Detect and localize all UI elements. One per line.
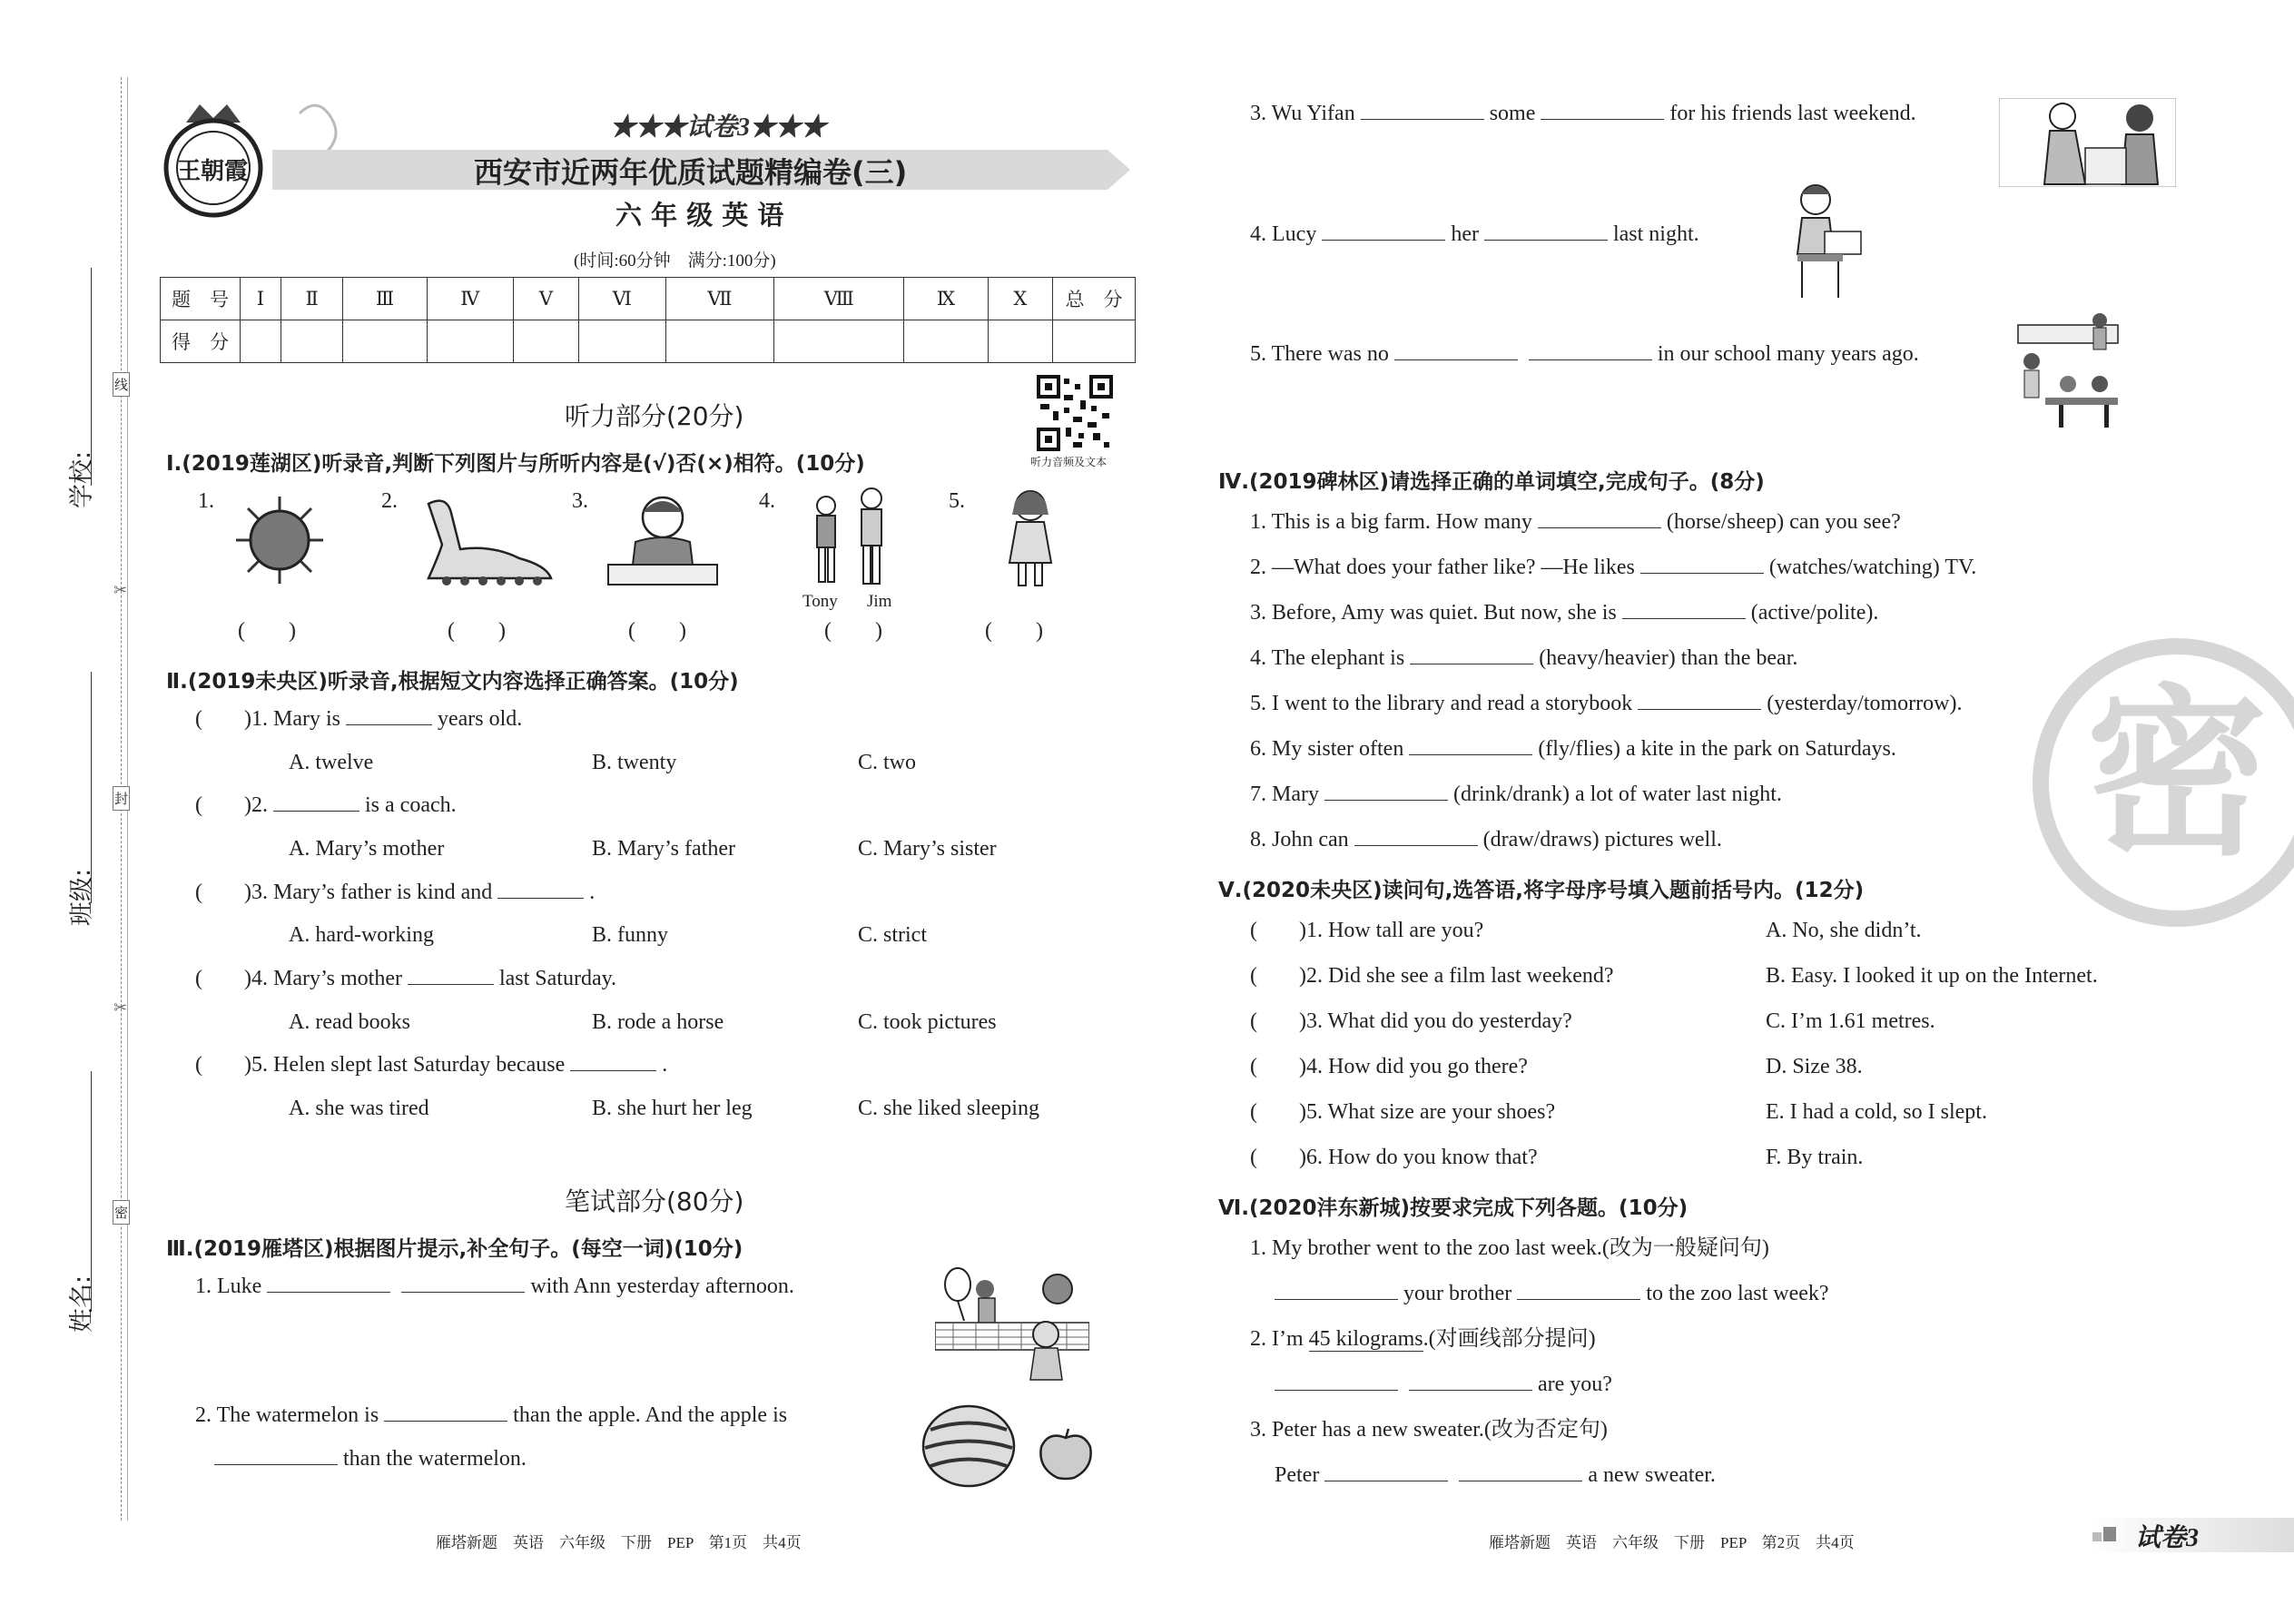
svg-text:密: 密 (2085, 669, 2269, 881)
answer-blank[interactable] (1517, 1283, 1640, 1300)
question-text: )1. How tall are you? (1299, 919, 1484, 942)
question-text: )4. How did you go there? (1299, 1055, 1528, 1078)
question-text: .(对画线部分提问) (1423, 1327, 1596, 1351)
answer-blank[interactable] (1529, 343, 1652, 360)
question-row (1250, 647, 1797, 669)
mark-seal: 封 (113, 786, 130, 811)
scissor-icon: ✂ (113, 581, 128, 600)
section-6-title: Ⅵ.(2020沣东新城)按要求完成下列各题。(10分) (1218, 1196, 1689, 1220)
picture-number: 3. (572, 489, 588, 513)
score-cell[interactable] (427, 320, 513, 363)
question-row (1250, 693, 1962, 714)
question-text: )5. Helen slept last Saturday because (244, 1053, 566, 1077)
question-text: 8. John can (1250, 828, 1349, 851)
question-text: 3. Wu Yifan (1250, 102, 1355, 125)
question-text: (heavy/heavier) than the bear. (1539, 646, 1798, 670)
footer-squares-icon (2092, 1525, 2120, 1543)
option-c[interactable]: C. strict (858, 923, 927, 947)
option-b[interactable]: B. funny (592, 923, 668, 947)
match-row: ( )1. How tall are you? (1250, 919, 1484, 942)
answer-blank[interactable] (1275, 1283, 1398, 1300)
question-row (1275, 1283, 1829, 1304)
match-row: ( )6. How do you know that? (1250, 1146, 1538, 1169)
question-row (214, 1448, 527, 1470)
question-row (1250, 103, 1916, 124)
option-a[interactable]: A. read books (289, 1010, 410, 1034)
answer-bracket[interactable]: ( ) (985, 619, 1043, 643)
question-text: a new sweater. (1588, 1463, 1716, 1487)
question-text: 4. The elephant is (1250, 646, 1405, 670)
match-row: ( )4. How did you go there? (1250, 1055, 1528, 1078)
underlined-text: 45 kilograms (1308, 1327, 1423, 1351)
score-header-cell: Ⅰ (241, 278, 281, 320)
question-text: some (1489, 102, 1536, 125)
score-row-label: 得 分 (161, 320, 241, 363)
question-text: last night. (1612, 222, 1699, 246)
mark-line: 线 (113, 372, 130, 397)
watermelon-image (921, 1403, 1017, 1489)
answer-blank[interactable] (570, 1054, 656, 1071)
score-cell[interactable] (774, 320, 904, 363)
score-header-cell: Ⅲ (343, 278, 427, 320)
question-text: (horse/sheep) can you see? (1666, 510, 1901, 534)
question-text: 2. I’m (1250, 1327, 1304, 1351)
question-text: 1. Luke (195, 1275, 262, 1298)
score-value-row (161, 320, 1136, 363)
option-c[interactable]: C. took pictures (858, 1010, 997, 1034)
question-text: (active/polite). (1750, 601, 1879, 625)
subject-title: 六 年 级 英 语 (615, 200, 784, 231)
option-c[interactable]: C. Mary’s sister (858, 837, 997, 861)
question-text: (fly/flies) a kite in the park on Saturdays. (1538, 737, 1896, 761)
answer-blank[interactable] (214, 1448, 338, 1465)
cooking-image (1999, 98, 2176, 187)
option-a[interactable]: A. twelve (289, 751, 374, 774)
answer-blank[interactable] (384, 1404, 507, 1422)
question-text: 2. The watermelon is (195, 1403, 379, 1427)
answer-option[interactable]: E. I had a cold, so I slept. (1766, 1100, 1987, 1124)
answer-blank[interactable] (1361, 103, 1484, 120)
footer-right: 雁塔新题 英语 六年级 下册 PEP 第2页 共4页 (1489, 1534, 1855, 1551)
tony-jim-image (806, 486, 897, 590)
option-b[interactable]: B. twenty (592, 751, 677, 774)
school-scene-image (2013, 311, 2124, 431)
question-text: with Ann yesterday afternoon. (530, 1275, 794, 1298)
listening-heading: 听力部分(20分) (565, 401, 744, 431)
boy-drawing-image (604, 492, 722, 587)
question-text: (drink/drank) a lot of water last night. (1452, 782, 1782, 806)
class-label: 班级: (68, 868, 96, 926)
score-header-cell: Ⅵ (578, 278, 665, 320)
lucy-image (1779, 182, 1866, 300)
school-label: 学校: (68, 450, 96, 508)
question-text: 6. My sister often (1250, 737, 1404, 761)
answer-blank[interactable] (1409, 1373, 1532, 1391)
sun-image (234, 495, 325, 586)
exam-badge: ★★★试卷3★★★ (610, 113, 827, 142)
question-row (1250, 602, 1878, 624)
question-text: )2. Did she see a film last weekend? (1299, 964, 1614, 988)
answer-blank[interactable] (1484, 223, 1608, 241)
question-row: ( )4. Mary’s mother last Saturday. (195, 967, 617, 990)
question-text: 3. Peter has a new sweater.(改为否定句) (1250, 1418, 1608, 1442)
score-header-cell: Ⅶ (665, 278, 773, 320)
name-field[interactable] (91, 1071, 93, 1312)
question-text: her (1451, 222, 1479, 246)
question-text: )5. What size are your shoes? (1299, 1100, 1556, 1124)
answer-blank[interactable] (1640, 556, 1764, 574)
girl-image (999, 486, 1062, 590)
score-header-cell: Ⅹ (988, 278, 1052, 320)
question-row (1250, 1328, 1596, 1350)
question-text: Peter (1275, 1463, 1320, 1487)
answer-option[interactable]: C. I’m 1.61 metres. (1766, 1009, 1935, 1033)
answer-blank[interactable] (497, 881, 584, 899)
answer-option[interactable]: D. Size 38. (1766, 1055, 1863, 1078)
question-text: for his friends last weekend. (1669, 102, 1916, 125)
question-text: are you? (1538, 1373, 1612, 1396)
question-text: than the apple. And the apple is (513, 1403, 788, 1427)
question-text: in our school many years ago. (1657, 342, 1919, 366)
picture-number: 5. (949, 489, 965, 513)
question-text: years old. (437, 707, 523, 731)
score-header-cell: Ⅱ (281, 278, 343, 320)
score-header-cell: Ⅷ (774, 278, 904, 320)
score-cell[interactable] (578, 320, 665, 363)
question-text: your brother (1403, 1282, 1512, 1305)
answer-option[interactable]: F. By train. (1766, 1146, 1864, 1169)
answer-blank[interactable] (1541, 103, 1664, 120)
question-row: ( )1. Mary is years old. (195, 707, 523, 731)
question-row (1250, 511, 1901, 533)
section-5-title: Ⅴ.(2020未央区)读问句,选答语,将字母序号填入题前括号内。(12分) (1218, 879, 1865, 902)
answer-blank[interactable] (1459, 1464, 1582, 1481)
picture-number: 2. (381, 489, 398, 513)
apple-image (1038, 1427, 1094, 1481)
answer-bracket[interactable]: ( ) (448, 619, 506, 643)
dinosaur-image (410, 495, 556, 590)
option-a[interactable]: A. hard-working (289, 923, 434, 947)
answer-blank[interactable] (1622, 602, 1746, 619)
score-table (160, 277, 1136, 363)
score-cell[interactable] (513, 320, 578, 363)
match-row: ( )5. What size are your shoes? (1250, 1100, 1556, 1124)
match-row: ( )2. Did she see a film last weekend? (1250, 964, 1614, 988)
question-text: last Saturday. (498, 967, 617, 990)
answer-blank[interactable] (1322, 223, 1445, 241)
answer-option[interactable]: A. No, she didn’t. (1766, 919, 1922, 942)
match-row: ( )3. What did you do yesterday? (1250, 1009, 1572, 1033)
answer-blank[interactable] (1410, 647, 1533, 664)
answer-blank[interactable] (1354, 829, 1478, 846)
answer-bracket[interactable]: ( ) (238, 619, 296, 643)
footer-tag: 试卷3 (2135, 1524, 2200, 1552)
picture-number: 1. (198, 489, 214, 513)
question-text: 1. My brother went to the zoo last week.(改为一般疑问句) (1250, 1236, 1769, 1260)
question-text: 4. Lucy (1250, 222, 1317, 246)
score-cell[interactable] (241, 320, 281, 363)
score-cell[interactable] (988, 320, 1052, 363)
score-header-row (161, 278, 1136, 320)
option-b[interactable]: B. rode a horse (592, 1010, 724, 1034)
question-row (1250, 223, 1699, 245)
question-row (1275, 1373, 1612, 1395)
answer-bracket[interactable]: ( ) (824, 619, 882, 643)
question-text: is a coach. (365, 793, 457, 817)
question-row (1250, 829, 1722, 851)
answer-blank[interactable] (1538, 511, 1661, 528)
mark-close: 密 (113, 1200, 130, 1225)
question-text: )4. Mary’s mother (244, 967, 402, 990)
answer-blank[interactable] (1638, 693, 1761, 710)
question-row (1250, 783, 1782, 805)
option-b[interactable]: B. Mary’s father (592, 837, 735, 861)
question-text: )3. What did you do yesterday? (1299, 1009, 1572, 1033)
section-2-title: Ⅱ.(2019未央区)听录音,根据短文内容选择正确答案。(10分) (166, 670, 739, 694)
question-text: (yesterday/tomorrow). (1767, 692, 1963, 715)
question-row (195, 1275, 794, 1297)
question-text: )1. Mary is (244, 707, 340, 731)
score-cell[interactable] (343, 320, 427, 363)
question-text: (draw/draws) pictures well. (1482, 828, 1722, 851)
question-text: than the watermelon. (343, 1447, 527, 1471)
answer-blank[interactable] (1394, 343, 1518, 360)
question-text: 7. Mary (1250, 782, 1319, 806)
answer-blank[interactable] (1409, 738, 1532, 755)
question-row (1250, 738, 1896, 760)
question-text: )2. (244, 793, 268, 817)
question-row (1250, 343, 1919, 365)
question-text: . (662, 1053, 668, 1077)
question-row: ( )2. is a coach. (195, 793, 457, 817)
picture-number: 4. (759, 489, 775, 513)
score-cell[interactable] (1053, 320, 1136, 363)
writing-heading: 笔试部分(80分) (565, 1186, 744, 1216)
question-text: . (589, 881, 596, 904)
question-text: 2. —What does your father like? —He likes (1250, 556, 1635, 579)
exam-meta: (时间:60分钟 满分:100分) (574, 251, 776, 271)
score-header-cell: Ⅴ (513, 278, 578, 320)
question-text: 5. There was no (1250, 342, 1389, 366)
question-text: (watches/watching) TV. (1768, 556, 1977, 579)
section-3-title: Ⅲ.(2019雁塔区)根据图片提示,补全句子。(每空一词)(10分) (166, 1237, 743, 1261)
score-cell[interactable] (281, 320, 343, 363)
option-c[interactable]: C. two (858, 751, 917, 774)
section-1-title: Ⅰ.(2019莲湖区)听录音,判断下列图片与所听内容是(√)否(×)相符。(10分) (166, 452, 865, 476)
school-field[interactable] (91, 268, 93, 486)
answer-blank[interactable] (346, 708, 432, 725)
answer-blank[interactable] (401, 1275, 525, 1293)
section-4-title: Ⅳ.(2019碑林区)请选择正确的单词填空,完成句子。(8分) (1218, 470, 1765, 494)
answer-blank[interactable] (1275, 1373, 1398, 1391)
score-header-cell: Ⅸ (904, 278, 988, 320)
label-jim: Jim (867, 592, 892, 611)
question-row (1275, 1464, 1716, 1486)
qr-caption: 听力音频及文本 (1030, 456, 1108, 468)
score-header-cell: 总 分 (1053, 278, 1136, 320)
question-text: 5. I went to the library and read a storybook (1250, 692, 1633, 715)
answer-bracket[interactable]: ( ) (628, 619, 686, 643)
question-row: ( )5. Helen slept last Saturday because . (195, 1053, 668, 1077)
secret-stamp-watermark (2023, 628, 2294, 937)
question-text: )3. Mary’s father is kind and (244, 881, 493, 904)
qr-code-icon (1037, 375, 1113, 451)
option-b[interactable]: B. she hurt her leg (592, 1097, 753, 1120)
label-tony: Tony (802, 592, 838, 611)
question-text: 1. This is a big farm. How many (1250, 510, 1532, 534)
footer-left: 雁塔新题 英语 六年级 下册 PEP 第1页 共4页 (436, 1534, 802, 1551)
question-text: )6. How do you know that? (1299, 1146, 1538, 1169)
question-text: to the zoo last week? (1646, 1282, 1829, 1305)
score-header-cell: Ⅳ (427, 278, 513, 320)
logo-text: 王朝霞 (177, 158, 249, 184)
option-a[interactable]: A. Mary’s mother (289, 837, 445, 861)
question-row: ( )3. Mary’s father is kind and . (195, 881, 596, 904)
answer-blank[interactable] (267, 1275, 390, 1293)
answer-blank[interactable] (273, 794, 359, 812)
question-row (1250, 556, 1976, 578)
score-cell[interactable] (665, 320, 773, 363)
scissor-icon: ✂ (113, 999, 128, 1018)
exam-title: 西安市近两年优质试题精编卷(三) (474, 155, 908, 190)
answer-option[interactable]: B. Easy. I looked it up on the Internet. (1766, 964, 2098, 988)
answer-blank[interactable] (408, 968, 494, 985)
question-text: 3. Before, Amy was quiet. But now, she is (1250, 601, 1617, 625)
option-c[interactable]: C. she liked sleeping (858, 1097, 1039, 1120)
option-a[interactable]: A. she was tired (289, 1097, 429, 1120)
answer-blank[interactable] (1324, 783, 1448, 801)
score-header-cell: 题 号 (161, 278, 241, 320)
tennis-kids-image (935, 1266, 1089, 1389)
class-field[interactable] (91, 672, 93, 903)
score-cell[interactable] (904, 320, 988, 363)
question-row (195, 1404, 787, 1426)
answer-blank[interactable] (1324, 1464, 1448, 1481)
name-label: 姓名: (68, 1275, 96, 1333)
